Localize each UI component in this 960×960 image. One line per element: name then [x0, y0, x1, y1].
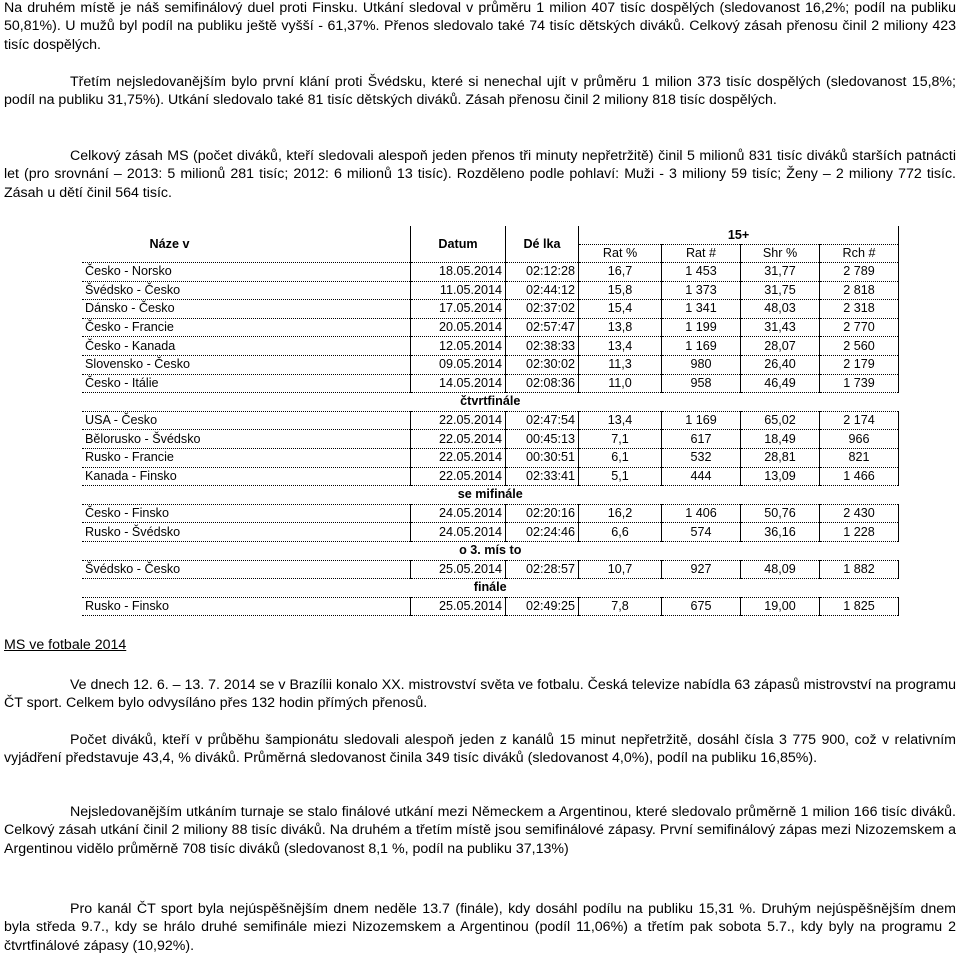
- table-row: [82, 523, 899, 542]
- table-row: [82, 467, 899, 486]
- cell-rat-pct: 6,1: [579, 448, 662, 467]
- cell-date: 11.05.2014: [411, 281, 506, 300]
- cell-rat-num: 980: [662, 355, 741, 374]
- cell-date: 22.05.2014: [411, 467, 506, 486]
- cell-rat-num: 1 453: [662, 263, 741, 282]
- cell-rch-num: 1 228: [820, 523, 899, 542]
- cell-rat-pct: 11,3: [579, 355, 662, 374]
- table-section-row: [82, 579, 899, 598]
- table-section-row: [82, 541, 899, 560]
- table-row: [82, 281, 899, 300]
- cell-name: Česko - Norsko: [82, 263, 411, 282]
- cell-rat-pct: 5,1: [579, 467, 662, 486]
- cell-date: 25.05.2014: [411, 597, 506, 616]
- cell-length: 02:57:47: [506, 318, 579, 337]
- cell-length: 02:33:41: [506, 467, 579, 486]
- paragraph-ctsport-days: Pro kanál ČT sport byla nejúspěšnějším dnem neděle 13.7 (finále), kdy dosáhl podílu na publiku 15,31 %. Druhým nejúspěšnějším dnem byla středa 9.7., kdy se hrálo druhé semifinále miezi Nizozemskem a Argentinou (podíl 11,06%) a třetím pak sobota 5.7., kdy byly na programu 2 čtvrtfinálové zápasy (10,92%).: [4, 901, 956, 954]
- table-row: [82, 263, 899, 282]
- cell-length: 02:49:25: [506, 597, 579, 616]
- cell-shr-pct: 46,49: [741, 374, 820, 393]
- header-rat-pct: Rat %: [579, 245, 662, 263]
- cell-date: 14.05.2014: [411, 374, 506, 393]
- cell-rat-num: 927: [662, 560, 741, 579]
- cell-length: 02:28:57: [506, 560, 579, 579]
- table-section-row: [82, 393, 899, 412]
- cell-name: Rusko - Finsko: [82, 597, 411, 616]
- table-section-row: [82, 486, 899, 505]
- header-rch-num: Rch #: [820, 245, 899, 263]
- cell-shr-pct: 26,40: [741, 355, 820, 374]
- header-name-label: Náze v: [149, 236, 190, 251]
- cell-rat-num: 532: [662, 448, 741, 467]
- cell-date: 22.05.2014: [411, 411, 506, 430]
- cell-name: Česko - Kanada: [82, 337, 411, 356]
- cell-rch-num: 1 466: [820, 467, 899, 486]
- header-name: [82, 226, 411, 263]
- cell-date: 24.05.2014: [411, 523, 506, 542]
- cell-shr-pct: 48,03: [741, 300, 820, 319]
- cell-rat-num: 1 169: [662, 337, 741, 356]
- table-row: [82, 337, 899, 356]
- cell-rch-num: 1 882: [820, 560, 899, 579]
- cell-rat-num: 675: [662, 597, 741, 616]
- table-row: [82, 448, 899, 467]
- table-row: [82, 374, 899, 393]
- cell-length: 02:38:33: [506, 337, 579, 356]
- header-shr-pct: Shr %: [741, 245, 820, 263]
- cell-rch-num: 2 770: [820, 318, 899, 337]
- cell-name: Česko - Francie: [82, 318, 411, 337]
- cell-length: 02:08:36: [506, 374, 579, 393]
- cell-date: 22.05.2014: [411, 448, 506, 467]
- cell-rch-num: 2 174: [820, 411, 899, 430]
- cell-shr-pct: 31,43: [741, 318, 820, 337]
- cell-rat-pct: 15,4: [579, 300, 662, 319]
- cell-length: 02:12:28: [506, 263, 579, 282]
- cell-shr-pct: 31,75: [741, 281, 820, 300]
- section-title: se mifinále: [82, 486, 899, 505]
- cell-name: Rusko - Francie: [82, 448, 411, 467]
- cell-rat-pct: 16,2: [579, 504, 662, 523]
- cell-length: 02:24:46: [506, 523, 579, 542]
- cell-rat-num: 574: [662, 523, 741, 542]
- cell-rch-num: 2 318: [820, 300, 899, 319]
- paragraph-worldcup-viewers: Počet diváků, kteří v průběhu šampionátu sledovali alespoň jeden z kanálů 15 minut nepřetržitě, dosáhl čísla 3 775 900, což v relativním vyjádření představuje 43,4, % diváků. Průměrná sledovanost činila 349 tisíc diváků (sledovanost 4,0%), podíl na publiku 16,85%).: [4, 732, 956, 767]
- cell-shr-pct: 18,49: [741, 430, 820, 449]
- cell-shr-pct: 50,76: [741, 504, 820, 523]
- cell-length: 02:37:02: [506, 300, 579, 319]
- table-row: [82, 504, 899, 523]
- table-row: [82, 318, 899, 337]
- header-length: Dé lka: [506, 226, 579, 263]
- cell-rch-num: 2 430: [820, 504, 899, 523]
- cell-date: 22.05.2014: [411, 430, 506, 449]
- ratings-table: [82, 226, 899, 616]
- cell-name: Rusko - Švédsko: [82, 523, 411, 542]
- cell-rat-pct: 11,0: [579, 374, 662, 393]
- cell-rat-pct: 6,6: [579, 523, 662, 542]
- cell-name: Česko - Itálie: [82, 374, 411, 393]
- cell-rat-num: 617: [662, 430, 741, 449]
- cell-rat-num: 1 169: [662, 411, 741, 430]
- cell-shr-pct: 19,00: [741, 597, 820, 616]
- cell-rat-pct: 13,8: [579, 318, 662, 337]
- paragraph-worldcup-intro: Ve dnech 12. 6. – 13. 7. 2014 se v Brazílii konalo XX. mistrovství světa ve fotbalu. Česká televize nabídla 63 zápasů mistrovství na programu ČT sport. Celkem bylo odvysíláno přes 132 hodin přímých přenosů.: [4, 677, 956, 712]
- cell-rat-num: 1 406: [662, 504, 741, 523]
- cell-rch-num: 2 560: [820, 337, 899, 356]
- cell-rch-num: 821: [820, 448, 899, 467]
- cell-name: Bělorusko - Švédsko: [82, 430, 411, 449]
- cell-length: 00:30:51: [506, 448, 579, 467]
- cell-name: Česko - Finsko: [82, 504, 411, 523]
- paragraph-sweden-match: Třetím nejsledovanějším bylo první klání proti Švédsku, které si nenechal ujít v průměru 1 milion 373 tisíc dospělých (sledovanost 15,8%; podíl na publiku 31,75%). Utkání sledovalo také 81 tisíc dětských diváků. Zásah přenosu činil 2 miliony 818 tisíc dospělých.: [4, 74, 956, 109]
- section-title: o 3. mís to: [82, 541, 899, 560]
- cell-rch-num: 1 739: [820, 374, 899, 393]
- section-label-ms-2014: MS ve fotbale 2014: [4, 637, 127, 653]
- table-row: [82, 560, 899, 579]
- cell-shr-pct: 28,07: [741, 337, 820, 356]
- header-date: Datum: [411, 226, 506, 263]
- cell-rch-num: 1 825: [820, 597, 899, 616]
- cell-length: 02:47:54: [506, 411, 579, 430]
- ratings-table-body: [82, 263, 899, 616]
- cell-rat-pct: 7,1: [579, 430, 662, 449]
- cell-date: 18.05.2014: [411, 263, 506, 282]
- cell-shr-pct: 28,81: [741, 448, 820, 467]
- cell-rat-pct: 7,8: [579, 597, 662, 616]
- header-rat-num: Rat #: [662, 245, 741, 263]
- cell-date: 17.05.2014: [411, 300, 506, 319]
- cell-name: Švédsko - Česko: [82, 560, 411, 579]
- cell-length: 02:44:12: [506, 281, 579, 300]
- table-row: [82, 355, 899, 374]
- section-title: finále: [82, 579, 899, 598]
- cell-length: 02:20:16: [506, 504, 579, 523]
- cell-name: USA - Česko: [82, 411, 411, 430]
- cell-rat-pct: 15,8: [579, 281, 662, 300]
- cell-date: 20.05.2014: [411, 318, 506, 337]
- cell-rat-pct: 16,7: [579, 263, 662, 282]
- cell-shr-pct: 65,02: [741, 411, 820, 430]
- paragraph-total-reach: Celkový zásah MS (počet diváků, kteří sledovali alespoň jeden přenos tři minuty nepřetržitě) činil 5 milionů 831 tisíc diváků starších patnácti let (pro srovnání – 2013: 5 milionů 281 tisíc; 2012: 6 milionů 13 tisíc). Rozděleno podle pohlaví: Muži - 3 miliony 59 tisíc; Ženy – 2 miliony 772 tisíc. Zásah u dětí činil 564 tisíc.: [4, 148, 956, 201]
- cell-name: Švédsko - Česko: [82, 281, 411, 300]
- paragraph-semifinal-finland: Na druhém místě je náš semifinálový duel proti Finsku. Utkání sledoval v průměru 1 milion 407 tisíc dospělých (sledovanost 16,2%; podíl na publiku 50,81%). U mužů byl podíl na publiku ještě vyšší - 61,37%. Přenos sledovalo také 74 tisíc dětských diváků. Celkový zásah přenosu činil 2 miliony 423 tisíc dospělých.: [4, 0, 956, 53]
- cell-name: Dánsko - Česko: [82, 300, 411, 319]
- cell-date: 09.05.2014: [411, 355, 506, 374]
- table-row: [82, 411, 899, 430]
- cell-rch-num: 2 789: [820, 263, 899, 282]
- cell-rat-pct: 13,4: [579, 411, 662, 430]
- cell-date: 12.05.2014: [411, 337, 506, 356]
- cell-name: Kanada - Finsko: [82, 467, 411, 486]
- cell-length: 02:30:02: [506, 355, 579, 374]
- cell-date: 24.05.2014: [411, 504, 506, 523]
- cell-rat-pct: 10,7: [579, 560, 662, 579]
- cell-rat-num: 958: [662, 374, 741, 393]
- cell-rat-pct: 13,4: [579, 337, 662, 356]
- cell-name: Slovensko - Česko: [82, 355, 411, 374]
- header-15plus: 15+: [579, 226, 899, 245]
- paragraph-worldcup-final: Nejsledovanějším utkáním turnaje se stalo finálové utkání mezi Německem a Argentinou, které sledovalo průměrně 1 milion 166 tisíc diváků. Celkový zásah utkání činil 2 miliony 88 tisíc diváků. Na druhém a třetím místě jsou semifinálové zápasy. První semifinálový zápas mezi Nizozemskem a Argentinou vidělo průměrně 708 tisíc diváků (sledovanost 8,1 %, podíl na publiku 37,13%): [4, 804, 956, 857]
- cell-date: 25.05.2014: [411, 560, 506, 579]
- cell-shr-pct: 13,09: [741, 467, 820, 486]
- cell-rch-num: 2 818: [820, 281, 899, 300]
- cell-rat-num: 1 199: [662, 318, 741, 337]
- table-row: [82, 597, 899, 616]
- cell-rch-num: 966: [820, 430, 899, 449]
- cell-rat-num: 444: [662, 467, 741, 486]
- cell-shr-pct: 36,16: [741, 523, 820, 542]
- cell-shr-pct: 31,77: [741, 263, 820, 282]
- cell-shr-pct: 48,09: [741, 560, 820, 579]
- cell-length: 00:45:13: [506, 430, 579, 449]
- table-row: [82, 430, 899, 449]
- section-title: čtvrtfinále: [82, 393, 899, 412]
- table-row: [82, 300, 899, 319]
- cell-rch-num: 2 179: [820, 355, 899, 374]
- cell-rat-num: 1 341: [662, 300, 741, 319]
- cell-rat-num: 1 373: [662, 281, 741, 300]
